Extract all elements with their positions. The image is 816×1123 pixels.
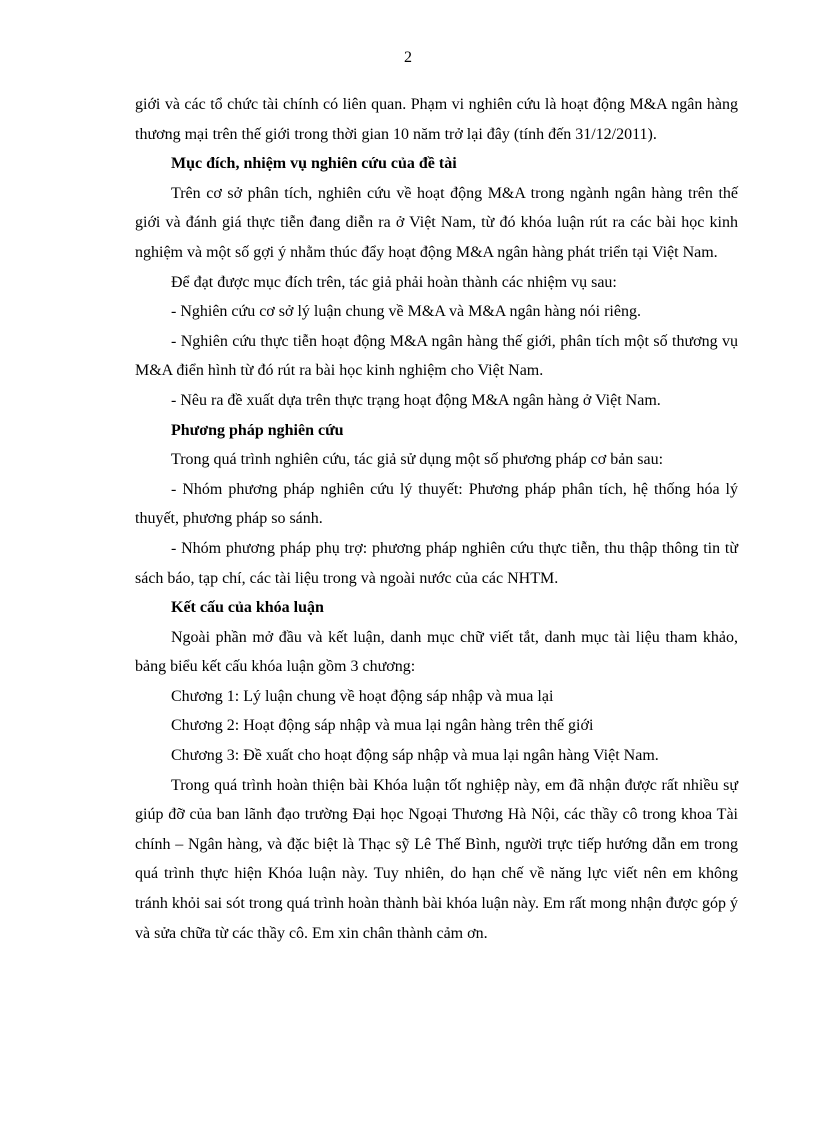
heading-objectives: Mục đích, nhiệm vụ nghiên cứu của đề tài (171, 155, 457, 173)
list-item-task-2: - Nghiên cứu thực tiễn hoạt động M&A ngân hàng thế giới, phân tích một số thương vụ M&A điển hình từ đó rút ra bài học kinh nghiệm cho Việt Nam. (135, 332, 738, 380)
paragraph-acknowledgement: Trong quá trình hoàn thiện bài Khóa luận tốt nghiệp này, em đã nhận được rất nhiều sự giúp đỡ của ban lãnh đạo trường Đại học Ngoại Thương Hà Nội, các thầy cô trong khoa Tài chính – Ngân hàng, và đặc biệt là Thạc sỹ Lê Thế Bình, người trực tiếp hướng dẫn em trong quá trình thực hiện Khóa luận này. Tuy nhiên, do hạn chế về năng lực viết nên em không tránh khỏi sai sót trong quá trình hoàn thành bài khóa luận này. Em rất mong nhận được góp ý và sửa chữa từ các thầy cô. Em xin chân thành cảm ơn. (135, 776, 738, 942)
list-item-chapter-3: Chương 3: Đề xuất cho hoạt động sáp nhập và mua lại ngân hàng Việt Nam. (171, 747, 659, 765)
list-item-chapter-1: Chương 1: Lý luận chung về hoạt động sáp nhập và mua lại (171, 687, 554, 705)
list-item-task-1: - Nghiên cứu cơ sở lý luận chung về M&A và M&A ngân hàng nói riêng. (171, 303, 641, 321)
heading-methods: Phương pháp nghiên cứu (171, 421, 344, 439)
page-number: 2 (404, 49, 412, 66)
heading-structure: Kết cấu của khóa luận (171, 599, 324, 617)
list-item-method-1: - Nhóm phương pháp nghiên cứu lý thuyết: Phương pháp phân tích, hệ thống hóa lý thuyết, phương pháp so sánh. (135, 480, 738, 528)
list-item-task-3: - Nêu ra đề xuất dựa trên thực trạng hoạt động M&A ngân hàng ở Việt Nam. (171, 391, 661, 409)
paragraph-structure: Ngoài phần mở đầu và kết luận, danh mục chữ viết tắt, danh mục tài liệu tham khảo, bảng biểu kết cấu khóa luận gồm 3 chương: (135, 628, 738, 676)
list-item-chapter-2: Chương 2: Hoạt động sáp nhập và mua lại ngân hàng trên thế giới (171, 717, 594, 735)
paragraph-objectives: Trên cơ sở phân tích, nghiên cứu về hoạt động M&A trong ngành ngân hàng trên thế giới và đánh giá thực tiễn đang diễn ra ở Việt Nam, từ đó khóa luận rút ra các bài học kinh nghiệm và một số gợi ý nhằm thúc đẩy hoạt động M&A ngân hàng phát triển tại Việt Nam. (135, 184, 738, 261)
paragraph-scope-continuation: giới và các tổ chức tài chính có liên quan. Phạm vi nghiên cứu là hoạt động M&A ngân hàng thương mại trên thế giới trong thời gian 10 năm trở lại đây (tính đến 31/12/2011). (135, 96, 738, 143)
paragraph-methods-intro: Trong quá trình nghiên cứu, tác giả sử dụng một số phương pháp cơ bản sau: (171, 451, 664, 469)
list-item-method-2: - Nhóm phương pháp phụ trợ: phương pháp nghiên cứu thực tiễn, thu thập thông tin từ sách báo, tạp chí, các tài liệu trong và ngoài nước của các NHTM. (135, 539, 738, 587)
paragraph-tasks-intro: Để đạt được mục đích trên, tác giả phải hoàn thành các nhiệm vụ sau: (171, 273, 617, 291)
body-text (135, 90, 738, 948)
